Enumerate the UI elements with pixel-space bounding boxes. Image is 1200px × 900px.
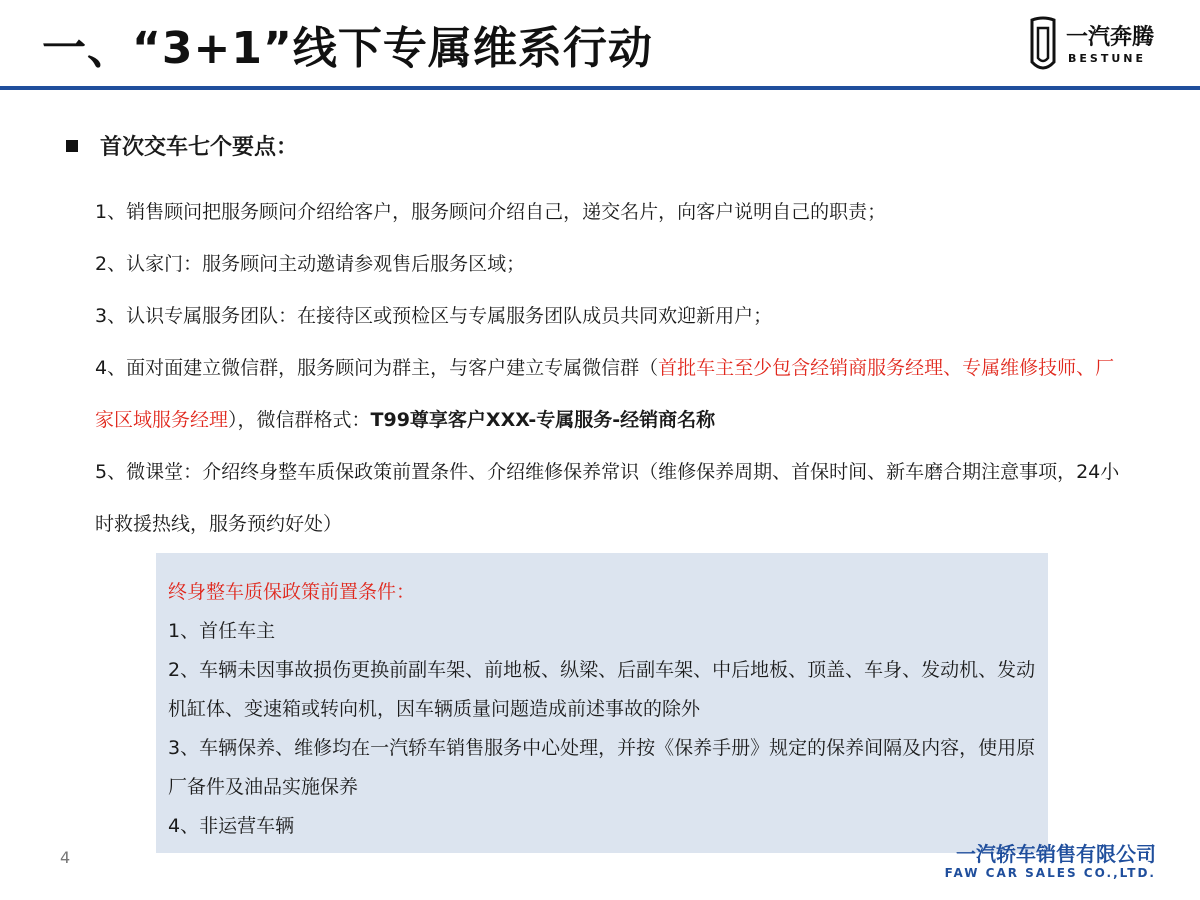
logo-english-text: BESTUNE: [1068, 52, 1146, 65]
section-heading: [66, 130, 298, 161]
wechat-format-text: T99尊享客户XXX-专属服务-经销商名称: [370, 409, 716, 431]
item-text: ），微信群格式：: [228, 409, 371, 431]
highlight-text: 首批车主至少包含经销商服务经理、专属维修技师、厂家区域服务经理: [95, 357, 1115, 431]
panel-line: 2、车辆未因事故损伤更换前副车架、前地板、纵梁、后副车架、中后地板、顶盖、车身、发动机、发动机缸体、变速箱或转向机，因车辆质量问题造成前述事故的除外: [168, 659, 1036, 720]
bestune-logo: [1030, 14, 1170, 78]
list-item: 1、销售顾问把服务顾问介绍给客户，服务顾问介绍自己，递交名片，向客户说明自己的职责；: [95, 201, 887, 223]
list-item: 3、认识专属服务团队：在接待区或预检区与专属服务团队成员共同欢迎新用户；: [95, 305, 773, 327]
panel-line: 3、车辆保养、维修均在一汽轿车销售服务中心处理，并按《保养手册》规定的保养间隔及内容，使用原厂备件及油品实施保养: [168, 737, 1036, 798]
page-number: 4: [60, 848, 71, 867]
logo-chinese-text: 一汽奔腾: [1066, 25, 1155, 50]
square-bullet-icon: [66, 140, 78, 152]
item-text: 4、面对面建立微信群，服务顾问为群主，与客户建立专属微信群（: [95, 357, 659, 379]
key-points-list: [95, 186, 1125, 550]
warranty-conditions-panel: [156, 553, 1048, 853]
panel-line: 1、首任车主: [168, 620, 276, 642]
section-heading-text: 首次交车七个要点：: [100, 135, 299, 160]
list-item: [95, 342, 1125, 446]
panel-line: 4、非运营车辆: [168, 815, 295, 837]
title-divider: [0, 86, 1200, 90]
bestune-emblem-icon: [1030, 16, 1056, 74]
panel-heading: 终身整车质保政策前置条件：: [168, 581, 416, 603]
list-item: 5、微课堂：介绍终身整车质保政策前置条件、介绍维修保养常识（维修保养周期、首保时间、新车磨合期注意事项，24小时救援热线，服务预约好处）: [95, 461, 1120, 535]
slide-title: 一、“3+1”线下专属维系行动: [42, 23, 653, 74]
footer-company-cn: 一汽轿车销售有限公司: [956, 842, 1156, 866]
footer-company-en: FAW CAR SALES CO.,LTD.: [944, 866, 1156, 880]
list-item: 2、认家门：服务顾问主动邀请参观售后服务区域；: [95, 253, 526, 275]
faw-sales-logo: [944, 836, 1170, 896]
